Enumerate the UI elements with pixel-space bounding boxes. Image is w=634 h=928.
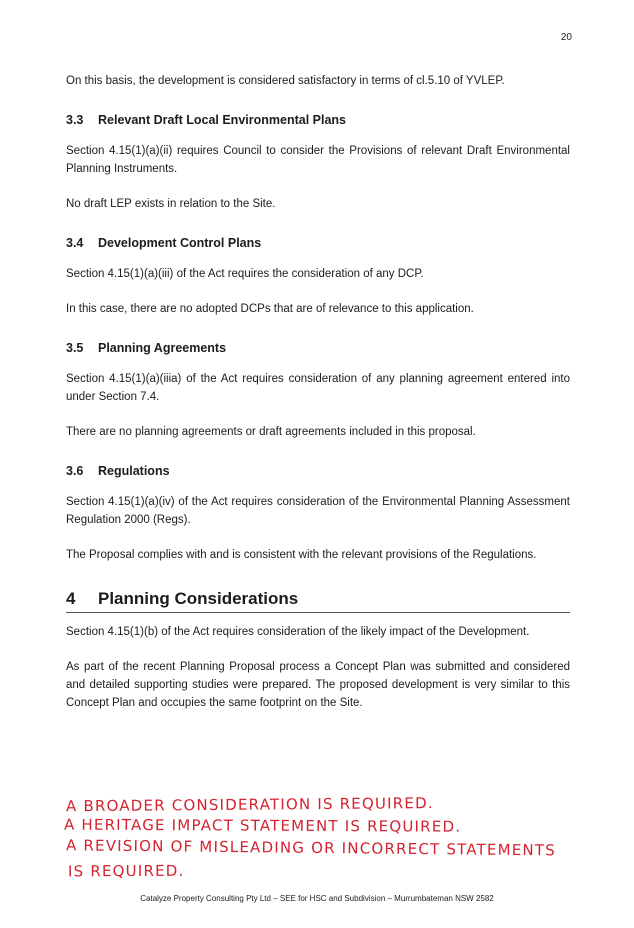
chapter-paragraph: Section 4.15(1)(b) of the Act requires consideration of the likely impact of the Development. [66,626,530,638]
section-title: Planning Agreements [98,341,227,355]
section-heading-3-6 [66,463,570,479]
chapter-number: 4 [66,589,76,608]
handwritten-note: A HERITAGE IMPACT STATEMENT IS REQUIRED. [63,815,462,836]
chapter-title: Planning Considerations [98,589,299,608]
section-number: 3.5 [66,341,84,355]
section-title: Development Control Plans [98,236,262,250]
page-number: 20 [560,32,572,43]
section-title: Regulations [98,464,170,478]
section-paragraph: Section 4.15(1)(a)(iii) of the Act requires the consideration of any DCP. [66,268,424,280]
section-paragraph: The Proposal complies with and is consistent with the relevant provisions of the Regulations. [66,549,537,561]
handwritten-note: A BROADER CONSIDERATION IS REQUIRED. [65,794,434,816]
section-paragraph: Section 4.15(1)(a)(iv) of the Act requires consideration of the Environmental Planning Assessment Regulation 2000 (Regs). [66,496,570,526]
section-paragraph: Section 4.15(1)(a)(iiia) of the Act requires consideration of any planning agreement entered into under Section 7.4. [66,373,570,403]
page-content [66,72,570,729]
section-paragraph: Section 4.15(1)(a)(ii) requires Council to consider the Provisions of relevant Draft Environmental Planning Instruments. [66,145,570,175]
handwritten-annotation [63,793,586,881]
section-title: Relevant Draft Local Environmental Plans [98,113,346,127]
section-number: 3.6 [66,464,84,478]
section-heading-3-3 [66,112,570,128]
chapter-heading-4 [66,588,570,613]
section-number: 3.3 [66,113,84,127]
chapter-paragraph: As part of the recent Planning Proposal process a Concept Plan was submitted and considered and detailed supporting studies were prepared. The proposed development is very similar to this Concept Plan and occupies the same footprint on the Site. [66,661,570,709]
section-paragraph: No draft LEP exists in relation to the Site. [66,198,276,210]
section-paragraph: There are no planning agreements or draft agreements included in this proposal. [66,426,476,438]
section-paragraph: In this case, there are no adopted DCPs that are of relevance to this application. [66,303,474,315]
handwritten-note: A REVISION OF MISLEADING OR INCORRECT STATEMENTS [65,836,557,860]
page-footer: Catalyze Property Consulting Pty Ltd – SEE for HSC and Subdivision – Murrumbateman NSW 2582 [140,894,494,903]
section-heading-3-4 [66,235,570,251]
intro-paragraph: On this basis, the development is considered satisfactory in terms of cl.5.10 of YVLEP. [66,75,505,87]
handwritten-note: IS REQUIRED. [67,861,185,881]
section-heading-3-5 [66,340,570,356]
section-number: 3.4 [66,236,84,250]
